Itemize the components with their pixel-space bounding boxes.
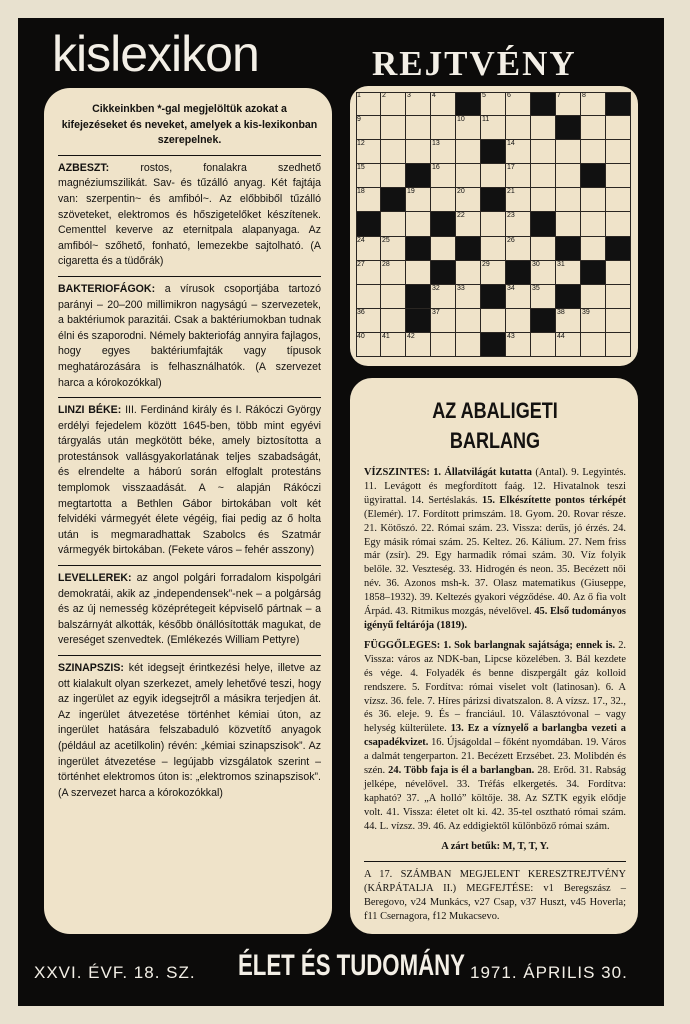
grid-cell-number: 41 [382,332,390,340]
previous-solution: A 17. SZÁMBAN MEGJELENT KERESZTREJTVÉNY (KÁRPÁTALJA II.) MEGFEJTÉSE: v1 Beregszász – Beregovo, v24 Munkács, v27 Csap, v37 Huszt, v45 Hoverla; f11 Csernagora, f12 Mukacsevo. [364,861,626,924]
grid-cell-number: 26 [507,236,515,244]
down-key-clue: 13. Ez a víznyelő a barlangba vezeti a csapadékvizet. [364,723,626,749]
grid-cell-number: 23 [507,212,515,220]
grid-cell-number: 1 [357,92,361,99]
grid-cell-number: 19 [407,188,415,196]
entry-text: két idegsejt érintkezési helye, illetve az ott kialakult olyan szerkezet, amely lehetővé teszi, hogy az ingerület az egyik idegsejtről a másikra terjedjen át. Az ingerület átvezetése történhet kémiai úton, az ingerület hatására felszabaduló közvetítő anyagok (például az acetilkolin) révén: „kémiai szinapszisok”. Az ingerület átvezetése – legújabb vizsgálatok szerint – történhet elektromos úton is: „elektromos szinapszisok”. (A szervezet harca a kórokozókkal) [58,662,321,799]
kislexikon-content [58,102,321,807]
down-clues [364,639,626,834]
crossword-grid-panel [350,86,638,366]
lexikon-entry [58,655,321,807]
lexikon-entry [58,565,321,655]
grid-cell-number: 15 [357,164,365,172]
grid-cell-number: 44 [557,332,565,340]
grid-cell-number: 5 [482,92,486,99]
grid-cell-number: 2 [382,92,386,99]
grid-cell-number: 10 [457,116,465,124]
across-clues [364,466,626,633]
down-clue-text: 16. Újságoldal – főként nyomdában. 19. Város a dalmát tengerparton. 21. Becézett Erzsébet. 23. Molibdén és szén. [364,737,626,777]
entry-text: az angol polgári forradalom kispolgári demokratái, akik az „independensek”-nek – a polgárság és az új nemesség középrétegeit képviselő pártnak – a balszárnyát alkották, később önállósították magukat, de vereséget szenvedtek. (Emlékezés William Pettyre) [58,572,321,647]
grid-cell-number: 16 [432,164,440,172]
entry-headword: LEVELLEREK: [58,572,132,585]
entry-text: III. Ferdinánd király és I. Rákóczi György erdélyi fejedelem között 1645-ben, több mint egyévi tárgyalás után megkötött béke, amely biztosította a protestánsok vallásgyakorlatának teljes szabadságát, és elrendelte a háború során elfoglalt protestáns templomok visszaadását. A ~ alapján Rákóczi megtartotta a Bethlen Gábor birtokában volt két felvidéki vármegyét élete végéig, fiai pedig az ő holta után is megmaradhattak Szabolcs és Szatmár vármegyék birtokában. (Fekete város – fehér asszony) [58,404,321,557]
grid-cell-number: 6 [507,92,511,99]
entry-headword: SZINAPSZIS: [58,662,124,674]
grid-cell-number: 39 [582,308,590,316]
entry-headword: AZBESZT: [58,161,110,174]
kislexikon-intro: Cikkeinkben *-gal megjelöltük azokat a kifejezéseket és neveket, amelyek a kis-lexikonban szerepelnek. [61,103,318,147]
entry-headword: BAKTERIOFÁGOK: [58,282,156,295]
crossword-title: AZ ABALIGETI BARLANG [432,398,558,453]
grid-cell-number: 11 [482,116,490,124]
entry-headword: LINZI BÉKE: [58,404,122,417]
grid-cell-number: 31 [557,260,565,268]
grid-cell-number: 35 [532,284,540,292]
crossword-clues-panel [350,378,638,934]
across-label: VÍZSZINTES: [364,467,430,478]
grid-cell-number: 4 [432,92,436,99]
entry-text: rostos, fonalakra szedhető magnéziumszilikát. Sav- és tűzálló anyag. Két fajtája van: szerpentin~ és amfiból~. Az előbbiből tűzálló szöveteket, elektromos és hőszigetelőket készítenek. Cementtel keverve az eternitpala alapanyaga. Az amfiból~ szőhető, fonható, lemezekbe sajtolható. (A cigaretta és a tüdőrák) [58,161,321,268]
lexikon-entry [58,276,321,397]
lexikon-entry [58,397,321,565]
grid-cell-number: 34 [507,284,515,292]
down-label: FÜGGŐLEGES: [364,639,441,651]
rejtveny-title: REJTVÉNY [372,44,577,83]
grid-cell-number: 33 [457,284,465,292]
grid-cell-number: 36 [357,308,365,316]
locked-letters: A zárt betűk: M, T, T, Y. [441,840,549,852]
grid-cell-number: 30 [532,260,540,268]
grid-cell-number: 3 [407,92,411,99]
across-number: 1. [433,467,441,478]
kislexikon-title: kislexikon [52,26,259,82]
grid-cell-number: 17 [507,164,515,172]
down-clue-text: 2. Vissza: város az NDK-ban, Lipcse közelében. 3. Bál kezdete és vége. 4. Folyadék és benne diszpergált gáz kolloid rendszere. 5. Fordítva: római viselet volt (latinosan). 6. A vízsz. 36. fele. 7. Híres párizsi divatszalon. 8. A vízsz. 17., 32., és 36. eleje. 9. És – franciául. 10. Választóvonal – vagy helység külterülete. [364,639,626,735]
grid-cell-number: 24 [357,236,365,244]
grid-cell-number: 25 [382,236,390,244]
crossword-clues [364,392,626,924]
grid-cell-number: 42 [407,332,415,340]
grid-cell-number: 20 [457,188,465,196]
grid-cell-number: 28 [382,260,390,268]
grid-cell-number: 12 [357,140,365,148]
grid-cell-number: 29 [482,260,490,268]
grid-cell-number: 40 [357,332,365,340]
grid-cell-number: 18 [357,188,365,196]
lexikon-entry [58,155,321,276]
down-key-clue: 24. Több faja is él a barlangban. [388,765,535,777]
grid-cell-number: 22 [457,212,465,220]
across-key-clue: Állatvilágát kutatta [444,467,532,478]
grid-cell-number: 32 [432,284,440,292]
grid-cell-number: 37 [432,308,440,316]
grid-cell-number: 7 [557,92,561,99]
grid-cell-number: 9 [357,116,361,124]
kislexikon-panel [44,88,332,934]
across-key-clue: 15. Elkészítette pontos térképét [482,494,626,506]
issue-number: XXVI. ÉVF. 18. SZ. [34,963,196,982]
grid-cell-number: 38 [557,308,565,316]
grid-cell-number: 21 [507,188,515,196]
grid-cell-number: 14 [507,140,515,148]
across-clue-text: (Elemér). 17. Fordított primszám. 18. Gyom. 20. Rovar része. 21. Kötőszó. 22. Római szám. 23. Vissza: derűs, jó érzés. 24. Egy másik római szám. 25. Keltez. 26. Kálium. 27. Nem friss már (zsír). 29. Egy harmadik római szám. 30. Víz folyik belőle. 32. Veszteség. 33. Hidrogén és neon. 35. Becézett női név. 36. Azonos msh-k. 37. Olasz matematikus (Giuseppe, 1858–1932). 39. Keltezés gyakori végződése. 40. Az ő fia volt Árpád. 43. Ritmikus mozgás, névelővel. [364,508,626,618]
grid-cell-number: 13 [432,140,440,148]
grid-cell-number: 27 [357,260,365,268]
grid-cell-number: 43 [507,332,515,340]
crossword-grid [356,92,631,357]
magazine-name: ÉLET ÉS TUDOMÁNY [238,949,465,982]
down-clue-text: 28. Erőd. 31. Rabság jelképe, névelővel. 33. Tréfás elkergetés. 34. Fordítva: kapható? 37. „A holló” költője. 38. Az SZTK egyik elődje volt. 41. Vissza: életet olt ki. 42. 35-tel osztható római szám. 44. L. vízsz. 39. 46. Az eddigiektől különböző római szám. [364,765,626,832]
across-key-clue: 45. Első tudományos igényű feltárója (1819). [364,606,626,631]
issue-date: 1971. ÁPRILIS 30. [470,963,628,982]
grid-cell-number: 8 [582,92,586,99]
down-key-clue: 1. Sok barlangnak sajátsága; ennek is. [443,639,616,651]
across-clue-text: (Antal). 9. Legyintés. 11. Levágott és megfordított faág. 12. Hivatalnok teszi ügyirattal. 14. Sertéslakás. [364,467,627,506]
entry-text: a vírusok csoportjába tartozó parányi – 20–200 millimikron nagyságú – szervezetek, a baktériumok parazitái. Csak a baktériumokban tudnak élni és szaporodni. Némely bakteriofág annyira fajlagos, hogy egyes baktériumfajták vagy típusok meghatározására is felhasználhatók. (A szervezet harca a kórokozókkal) [58,282,321,389]
grid-frame [356,92,631,357]
